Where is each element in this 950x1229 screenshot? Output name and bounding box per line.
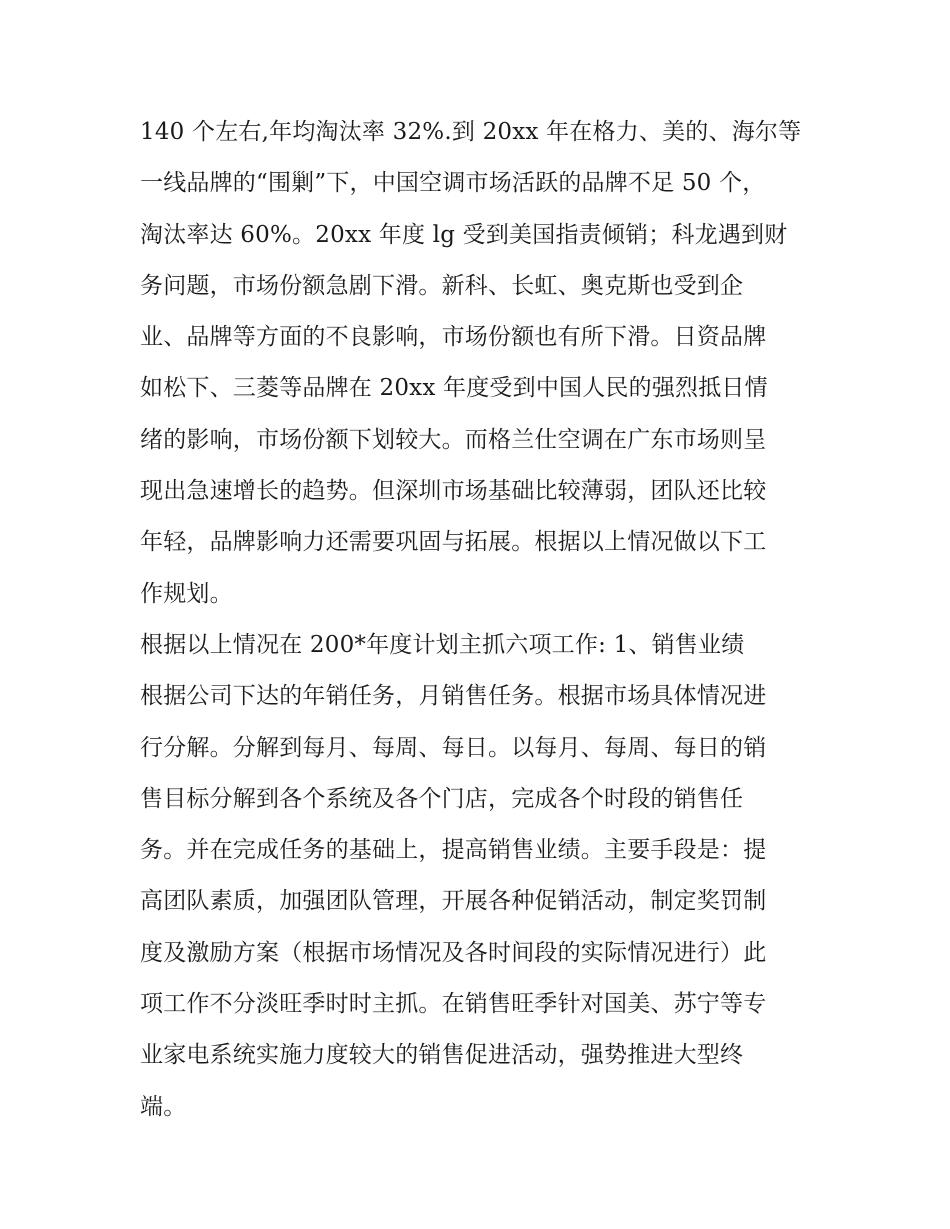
text-line: 业家电系统实施力度较大的销售促进活动，强势推进大型终 xyxy=(140,1042,744,1069)
text-line: 高团队素质，加强团队管理，开展各种促销活动，制定奖罚制 xyxy=(140,888,767,915)
text-line: 淘汰率达 60%。20xx 年度 lg 受到美国指责倾销；科龙遇到财 xyxy=(140,221,788,248)
text-line: 项工作不分淡旺季时时主抓。在销售旺季针对国美、苏宁等专 xyxy=(140,991,767,1018)
text-line: 业、品牌等方面的不良影响，市场份额也有所下滑。日资品牌 xyxy=(140,324,767,351)
text-line: 作规划。 xyxy=(140,580,233,607)
text-line: 如松下、三菱等品牌在 20xx 年度受到中国人民的强烈抵日情 xyxy=(140,375,768,402)
text-line: 端。 xyxy=(140,1093,187,1120)
text-line: 务问题，市场份额急剧下滑。新科、长虹、奥克斯也受到企 xyxy=(140,272,744,299)
text-line: 售目标分解到各个系统及各个门店，完成各个时段的销售任 xyxy=(140,785,744,812)
text-line: 绪的影响，市场份额下划较大。而格兰仕空调在广东市场则呈 xyxy=(140,426,767,453)
text-line: 现出急速增长的趋势。但深圳市场基础比较薄弱，团队还比较 xyxy=(140,478,767,505)
text-line: 140 个左右,年均淘汰率 32%.到 20xx 年在格力、美的、海尔等 xyxy=(140,119,802,145)
text-line: 年轻，品牌影响力还需要巩固与拓展。根据以上情况做以下工 xyxy=(140,529,767,556)
text-line: 行分解。分解到每月、每周、每日。以每月、每周、每日的销 xyxy=(140,734,767,761)
text-line: 度及激励方案（根据市场情况及各时间段的实际情况进行）此 xyxy=(140,939,767,966)
body-text xyxy=(140,107,820,1133)
text-line: 根据以上情况在 200*年度计划主抓六项工作: 1、销售业绩 xyxy=(140,631,745,658)
text-line: 务。并在完成任务的基础上，提高销售业绩。主要手段是：提 xyxy=(140,837,767,864)
text-line: 一线品牌的“围剿”下，中国空调市场活跃的品牌不足 50 个， xyxy=(140,170,766,197)
text-line: 根据公司下达的年销任务，月销售任务。根据市场具体情况进 xyxy=(140,683,767,710)
